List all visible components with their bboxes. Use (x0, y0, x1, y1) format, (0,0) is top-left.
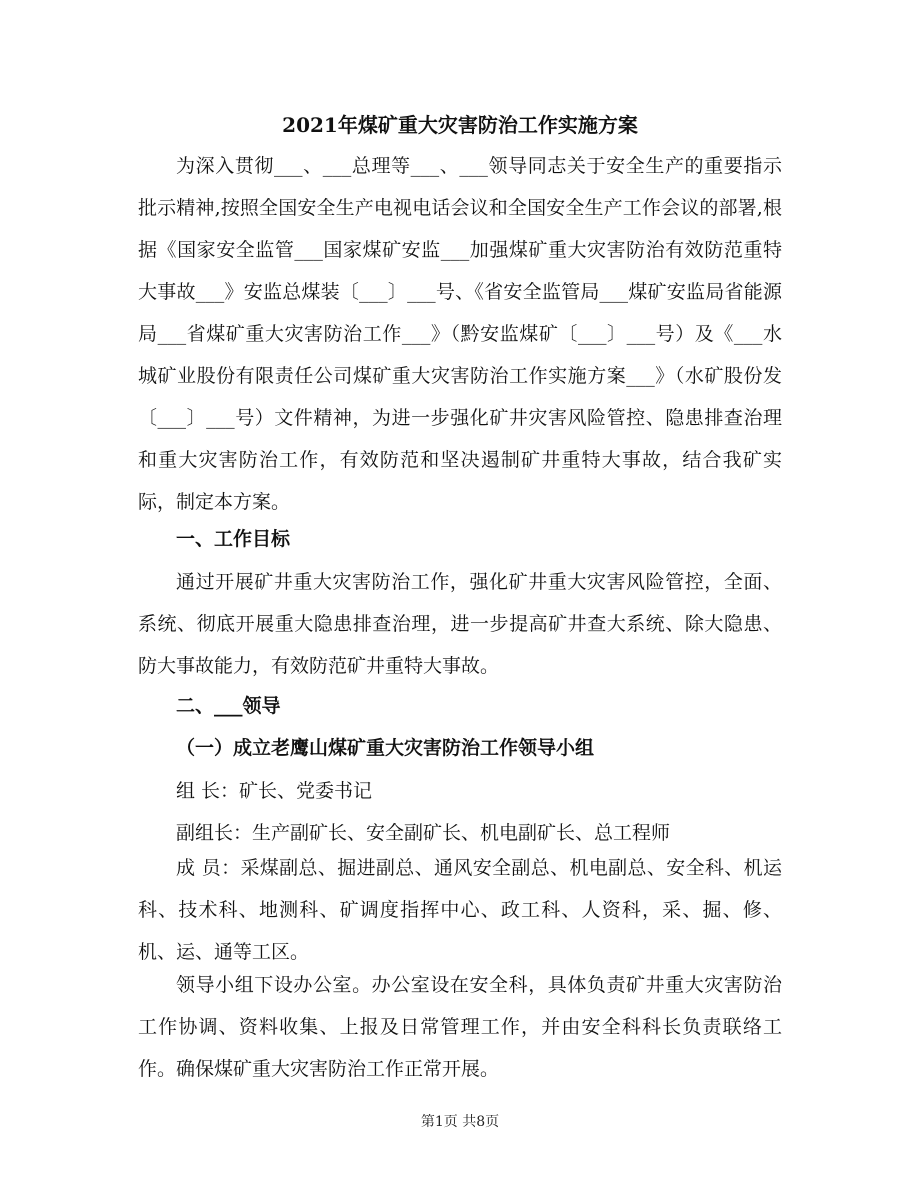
subsection-heading-leading-group: （一）成立老鹰山煤矿重大灾害防治工作领导小组 (176, 737, 595, 759)
page-number: 第1页 共8页 (420, 1114, 500, 1130)
deputy-leader-line: 副组长：生产副矿长、安全副矿长、机电副矿长、总工程师 (176, 822, 671, 844)
members-paragraph: 成 员：采煤副总、掘进副总、通风安全副总、机电副总、安全科、机运科、技术科、地测科、矿调度指挥中心、政工科、人资科，采、掘、修、机、运、通等工区。 (138, 857, 782, 963)
group-leader-line: 组 长：矿长、党委书记 (176, 780, 373, 802)
office-paragraph: 领导小组下设办公室。办公室设在安全科，具体负责矿井重大灾害防治工作协调、资料收集、上报及日常管理工作，并由安全科科长负责联络工作。确保煤矿重大灾害防治工作正常开展。 (138, 974, 782, 1080)
section-heading-leadership: 二、___领导 (176, 695, 281, 717)
document-title: 2021年煤矿重大灾害防治工作实施方案 (282, 113, 638, 137)
work-goal-paragraph: 通过开展矿井重大灾害防治工作，强化矿井重大灾害风险管控，全面、系统、彻底开展重大隐患排查治理，进一步提高矿井查大系统、除大隐患、防大事故能力，有效防范矿井重特大事故。 (138, 571, 782, 677)
section-heading-work-goal: 一、工作目标 (176, 528, 291, 550)
intro-paragraph: 为深入贯彻___、___总理等___、___领导同志关于安全生产的重要指示批示精神,按照全国安全生产电视电话会议和全国安全生产工作会议的部署,根据《国家安全监管___国家煤矿安监___加强煤矿重大灾害防治有效防范重特大事故___》安监总煤装〔___〕___号、《省安全监管局___煤矿安监局省能源局___省煤矿重大灾害防治工作___》（黔安监煤矿〔___〕___号）及《___水城矿业股份有限责任公司煤矿重大灾害防治工作实施方案___》（水矿股份发〔___〕___号）文件精神，为进一步强化矿井灾害风险管控、隐患排查治理和重大灾害防治工作，有效防范和坚决遏制矿井重特大事故，结合我矿实际，制定本方案。 (138, 155, 782, 513)
